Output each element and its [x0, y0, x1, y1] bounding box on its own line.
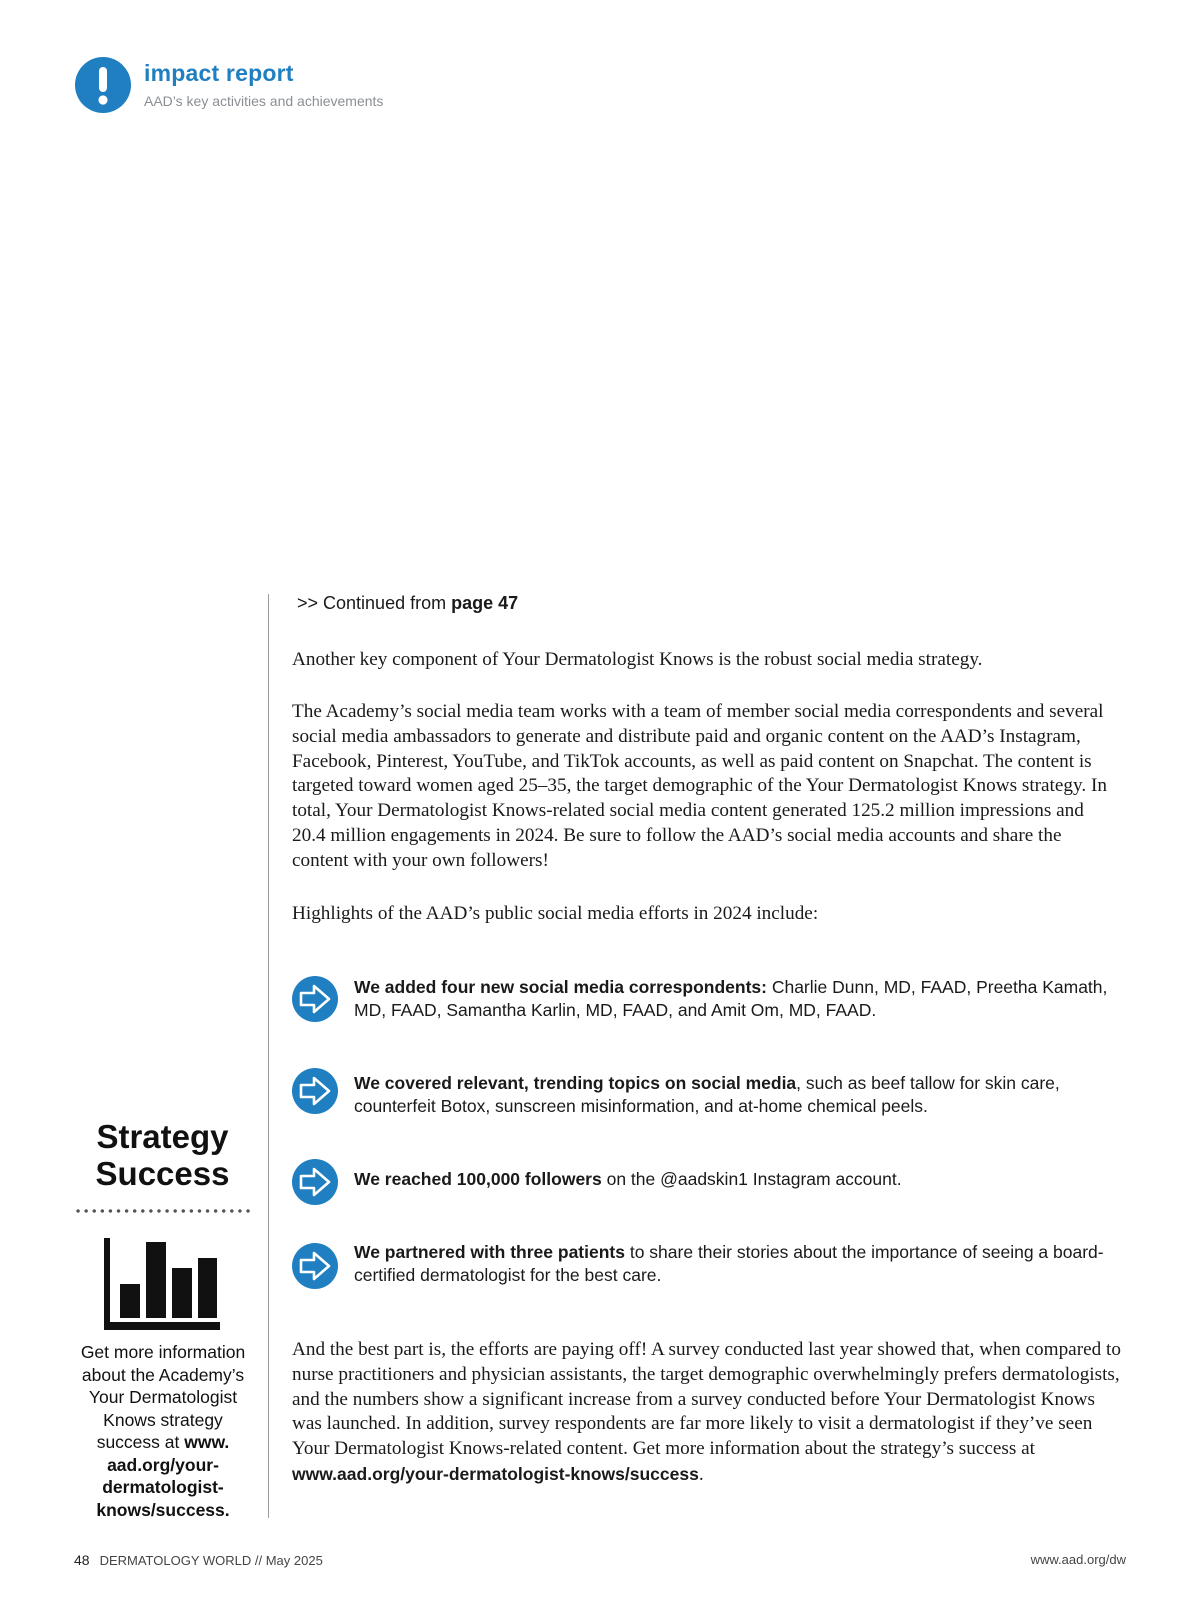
- sidebar-title: [70, 1118, 255, 1192]
- highlight-rest: Charlie Dunn, MD, FAAD, Preetha Kamath, MD, FAAD, Samantha Karlin, MD, FAAD, and Amit Om, MD, FAAD.: [354, 977, 1108, 1020]
- footer-left: [74, 1552, 323, 1568]
- section-title: impact report: [144, 60, 294, 86]
- highlight-bold: We reached 100,000 followers: [354, 1169, 602, 1189]
- highlight-text: [354, 1072, 1114, 1117]
- paragraph: The Academy’s social media team works with a team of member social media correspondents and several social media ambassadors to generate and distribute paid and organic content on the AAD’s Instagram, Facebook, Pinterest, YouTube, and TikTok accounts, as well as paid content on Snapchat. The content is targeted toward women aged 25–35, the target demographic of the Your Dermatologist Knows strategy. In total, Your Dermatologist Knows-related social media content generated 125.2 million impressions and 20.4 million engagements in 2024. Be sure to follow the AAD’s social media accounts and share the content with your own followers!: [292, 701, 1107, 871]
- sidebar-title-line: Success: [95, 1155, 230, 1192]
- success-link[interactable]: www.aad.org/your-dermatologist-knows/success: [292, 1463, 699, 1484]
- highlight-rest: to share their stories about the importance of seeing a board-certified dermatologist for the best care.: [354, 1242, 1104, 1285]
- continued-prefix: >> Continued from: [297, 593, 452, 613]
- continued-page-link[interactable]: page 47: [451, 593, 519, 613]
- paragraph: Another key component of Your Dermatologist Knows is the robust social media strategy.: [292, 649, 983, 670]
- arrow-right-icon: [292, 1068, 338, 1114]
- highlight-bold: We added four new social media correspondents:: [354, 977, 767, 997]
- sidebar-link[interactable]: www.: [184, 1432, 230, 1452]
- highlight-text: [354, 1168, 1114, 1191]
- page-number: 48: [74, 1552, 90, 1568]
- highlight-text: [354, 976, 1114, 1021]
- sidebar-text-line: Get more information: [80, 1342, 246, 1362]
- sidebar-text-line: Knows strategy: [103, 1409, 223, 1430]
- arrow-right-icon: [292, 1243, 338, 1289]
- arrow-right-icon: [292, 976, 338, 1022]
- sidebar-link[interactable]: [68, 1454, 258, 1477]
- sidebar-text-line: Your Dermatologist: [88, 1387, 238, 1407]
- paragraph-end: .: [698, 1463, 704, 1485]
- footer-url[interactable]: www.aad.org/dw: [1030, 1552, 1126, 1567]
- publication-name: DERMATOLOGY WORLD // May 2025: [99, 1553, 323, 1568]
- sidebar-link-line[interactable]: aad.org/your-: [107, 1454, 219, 1475]
- sidebar-text-prefix: success at: [96, 1432, 185, 1452]
- arrow-right-icon: [292, 1159, 338, 1205]
- sidebar-text-line: about the Academy’s: [81, 1364, 245, 1385]
- sidebar-link[interactable]: [68, 1476, 258, 1499]
- highlight-bold: We partnered with three patients: [354, 1242, 625, 1262]
- sidebar-link-line[interactable]: knows/success.: [96, 1499, 230, 1520]
- sidebar-link-line[interactable]: dermatologist-: [102, 1477, 224, 1497]
- bar-chart-icon: [104, 1238, 224, 1330]
- highlight-text: [354, 1241, 1114, 1286]
- sidebar-text: [68, 1341, 258, 1521]
- sidebar-text-line: [68, 1431, 258, 1454]
- exclamation-icon: [75, 57, 131, 113]
- column-divider: [268, 594, 269, 1518]
- highlight-rest: , such as beef tallow for skin care, counterfeit Botox, sunscreen misinformation, and at-home chemical peels.: [354, 1073, 1060, 1116]
- paragraph: [292, 1338, 1122, 1488]
- highlight-rest: on the @aadskin1 Instagram account.: [601, 1169, 902, 1189]
- paragraph: Highlights of the AAD’s public social media efforts in 2024 include:: [292, 903, 819, 924]
- continued-note: [297, 593, 518, 614]
- sidebar-link[interactable]: [68, 1499, 258, 1522]
- highlight-bold: We covered relevant, trending topics on social media: [354, 1073, 797, 1093]
- sidebar-title-line: Strategy: [96, 1118, 229, 1155]
- dotted-divider: [74, 1209, 252, 1213]
- paragraph-text: And the best part is, the efforts are paying off! A survey conducted last year showed that, when compared to nurse practitioners and physician assistants, the target demographic overwhelmingly prefers dermatologists, and the numbers show a significant increase from a survey conducted before Your Dermatologist Knows was launched. In addition, survey respondents are far more likely to visit a dermatologist if they’ve seen Your Dermatologist Knows-related content. Get more information about the strategy’s success at: [292, 1339, 1121, 1460]
- section-subtitle: AAD’s key activities and achievements: [144, 93, 384, 109]
